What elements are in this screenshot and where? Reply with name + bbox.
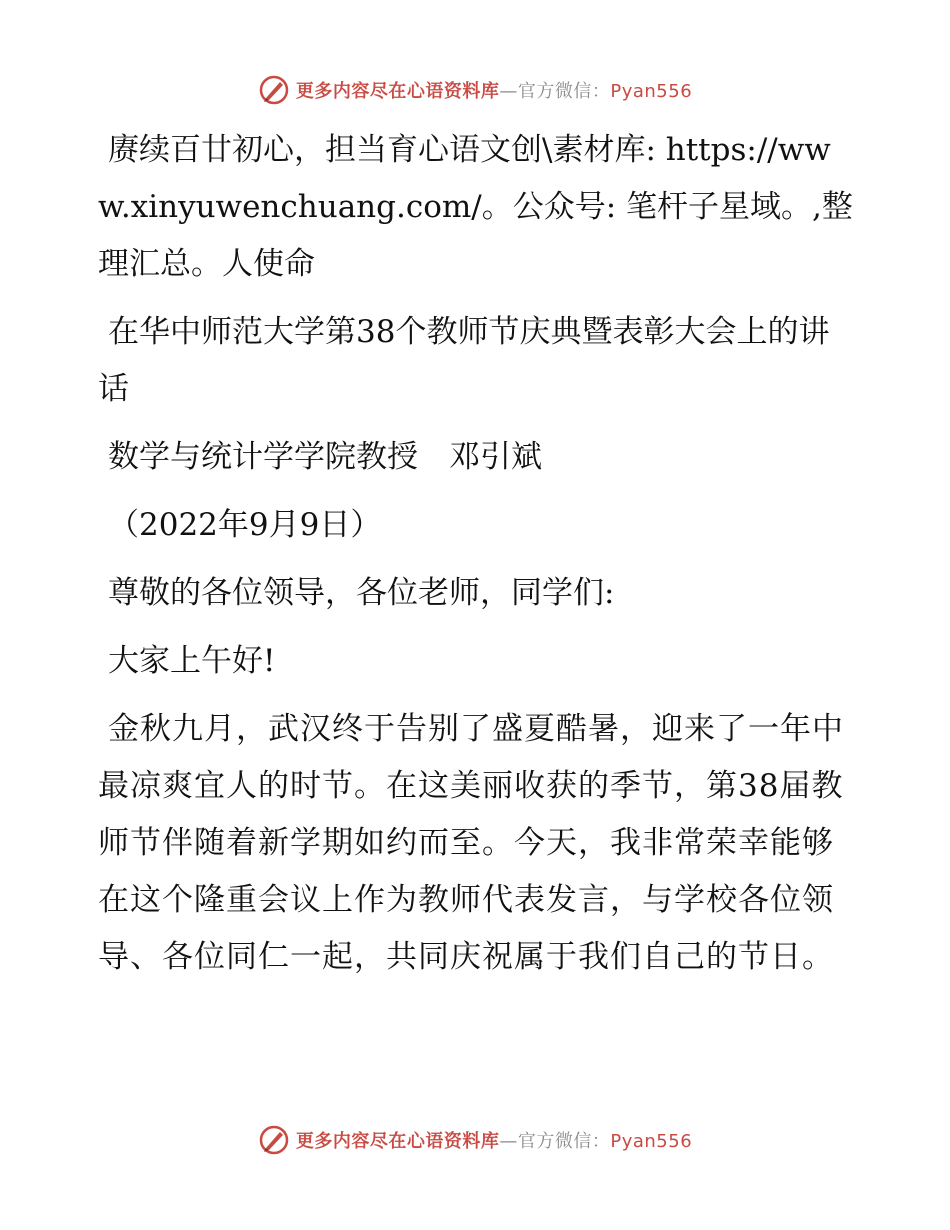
speech-title: 在华中师范大学第38个教师节庆典暨表彰大会上的讲话 [98, 314, 830, 407]
header-watermark [0, 70, 950, 110]
quill-logo-icon [258, 1124, 290, 1156]
salutation: 尊敬的各位领导，各位老师，同学们: [108, 575, 615, 611]
watermark-main: 更多内容尽在心语资料库 [295, 81, 500, 102]
watermark-dash: — [499, 1131, 518, 1152]
quill-logo-icon [258, 74, 290, 106]
watermark-dash: — [499, 81, 518, 102]
speech-date: （2022年9月9日） [108, 507, 382, 543]
intro-paragraph: 赓续百廿初心，担当育心语文创\素材库: https://www.xinyuwenchuang.com/。公众号: 笔杆子星域。,整理汇总。人使命 [98, 132, 853, 282]
watermark-official: 官方微信： [517, 81, 611, 102]
watermark-text [296, 1127, 692, 1153]
speaker-line: 数学与统计学学院教授 邓引斌 [108, 439, 542, 475]
greeting: 大家上午好! [108, 643, 276, 679]
document-body [98, 122, 858, 997]
watermark-text [296, 77, 692, 103]
body-paragraph: 金秋九月，武汉终于告别了盛夏酷暑，迎来了一年中最凉爽宜人的时节。在这美丽收获的季节，第38届教师节伴随着新学期如约而至。今天，我非常荣幸能够在这个隆重会议上作为教师代表发言，与学校各位领导、各位同仁一起，共同庆祝属于我们自己的节日。 [98, 711, 844, 975]
watermark-official: 官方微信： [517, 1131, 611, 1152]
footer-watermark [0, 1120, 950, 1160]
watermark-main: 更多内容尽在心语资料库 [295, 1131, 500, 1152]
watermark-id: Pyan556 [610, 1131, 693, 1152]
watermark-id: Pyan556 [610, 81, 693, 102]
